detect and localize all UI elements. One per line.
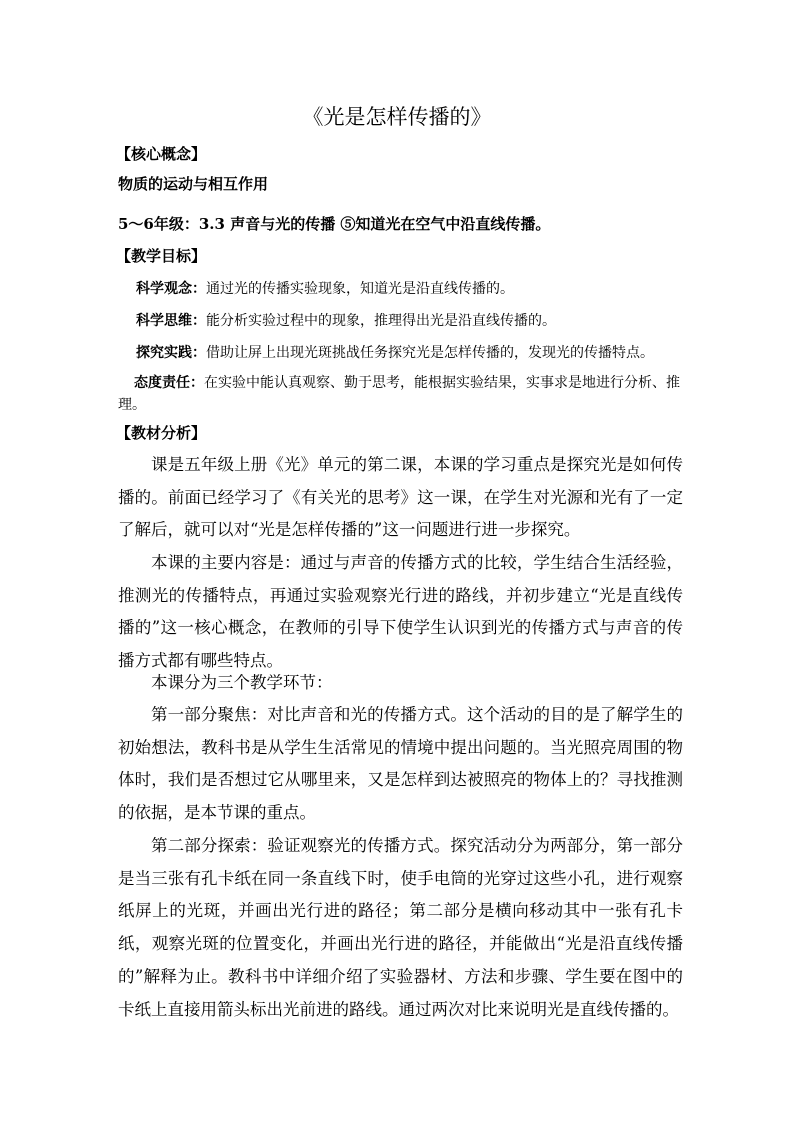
goal-label: 探究实践：	[136, 345, 206, 361]
analysis-paragraph: 第二部分探索：验证观察光的传播方式。探究活动分为两部分，第一部分是当三张有孔卡纸在同一条直线下时，使手电筒的光穿过这些小孔，进行观察纸屏上的光斑，并画出光行进的路径；第二部分是横向移动其中一张有孔卡纸，观察光斑的位置变化，并画出光行进的路径，并能做出“光是沿直线传播的”解释为止。教科书中详细介绍了实验器材、方法和步骤、学生要在图中的卡纸上直接用箭头标出光前进的路线。通过两次对比来说明光是直线传播的。	[118, 836, 683, 1019]
goal-text: 通过光的传播实验现象，知道光是沿直线传播的。	[206, 281, 514, 297]
goal-science-concept	[136, 278, 514, 300]
goal-attitude-responsibility	[118, 372, 686, 416]
analysis-paragraph: 第一部分聚焦：对比声音和光的传播方式。这个活动的目的是了解学生的初始想法，教科书是从学生生活常见的情境中提出问题的。当光照亮周围的物体时，我们是否想过它从哪里来，又是怎样到达被照亮的物体上的？寻找推测的依据，是本节课的重点。	[118, 705, 683, 823]
goal-label: 科学观念：	[136, 281, 206, 297]
curriculum-standard: 5～6年级：3.3 声音与光的传播 ⑤知道光在空气中沿直线传播。	[118, 215, 551, 233]
goal-text: 在实验中能认真观察、勤于思考，能根据实验结果，实事求是地进行分析、推理。	[118, 375, 680, 413]
textbook-analysis-heading: 【教材分析】	[116, 424, 207, 442]
analysis-paragraph: 课是五年级上册《光》单元的第二课，本课的学习重点是探究光是如何传播的。前面已经学习了《有关光的思考》这一课，在学生对光源和光有了一定了解后，就可以对“光是怎样传播的”这一问题进行进一步探究。	[118, 455, 683, 540]
analysis-paragraph: 本课的主要内容是：通过与声音的传播方式的比较，学生结合生活经验，推测光的传播特点，再通过实验观察光行进的路线，并初步建立“光是直线传播的”这一核心概念，在教师的引导下使学生认识到光的传播方式与声音的传播方式都有哪些特点。	[118, 553, 683, 671]
goal-inquiry-practice	[136, 342, 654, 364]
analysis-paragraph: 本课分为三个教学环节：	[151, 673, 333, 692]
goal-label: 态度责任：	[134, 375, 204, 391]
teaching-goals-heading: 【教学目标】	[116, 247, 207, 265]
goal-text: 借助让屏上出现光斑挑战任务探究光是怎样传播的，发现光的传播特点。	[206, 345, 654, 361]
goal-label: 科学思维：	[136, 313, 206, 329]
document-title: 《光是怎样传播的》	[302, 105, 492, 129]
core-concept-heading: 【核心概念】	[116, 145, 207, 163]
goal-text: 能分析实验过程中的现象，推理得出光是沿直线传播的。	[206, 313, 556, 329]
core-concept-text: 物质的运动与相互作用	[118, 175, 269, 193]
goal-science-thinking	[136, 310, 556, 332]
